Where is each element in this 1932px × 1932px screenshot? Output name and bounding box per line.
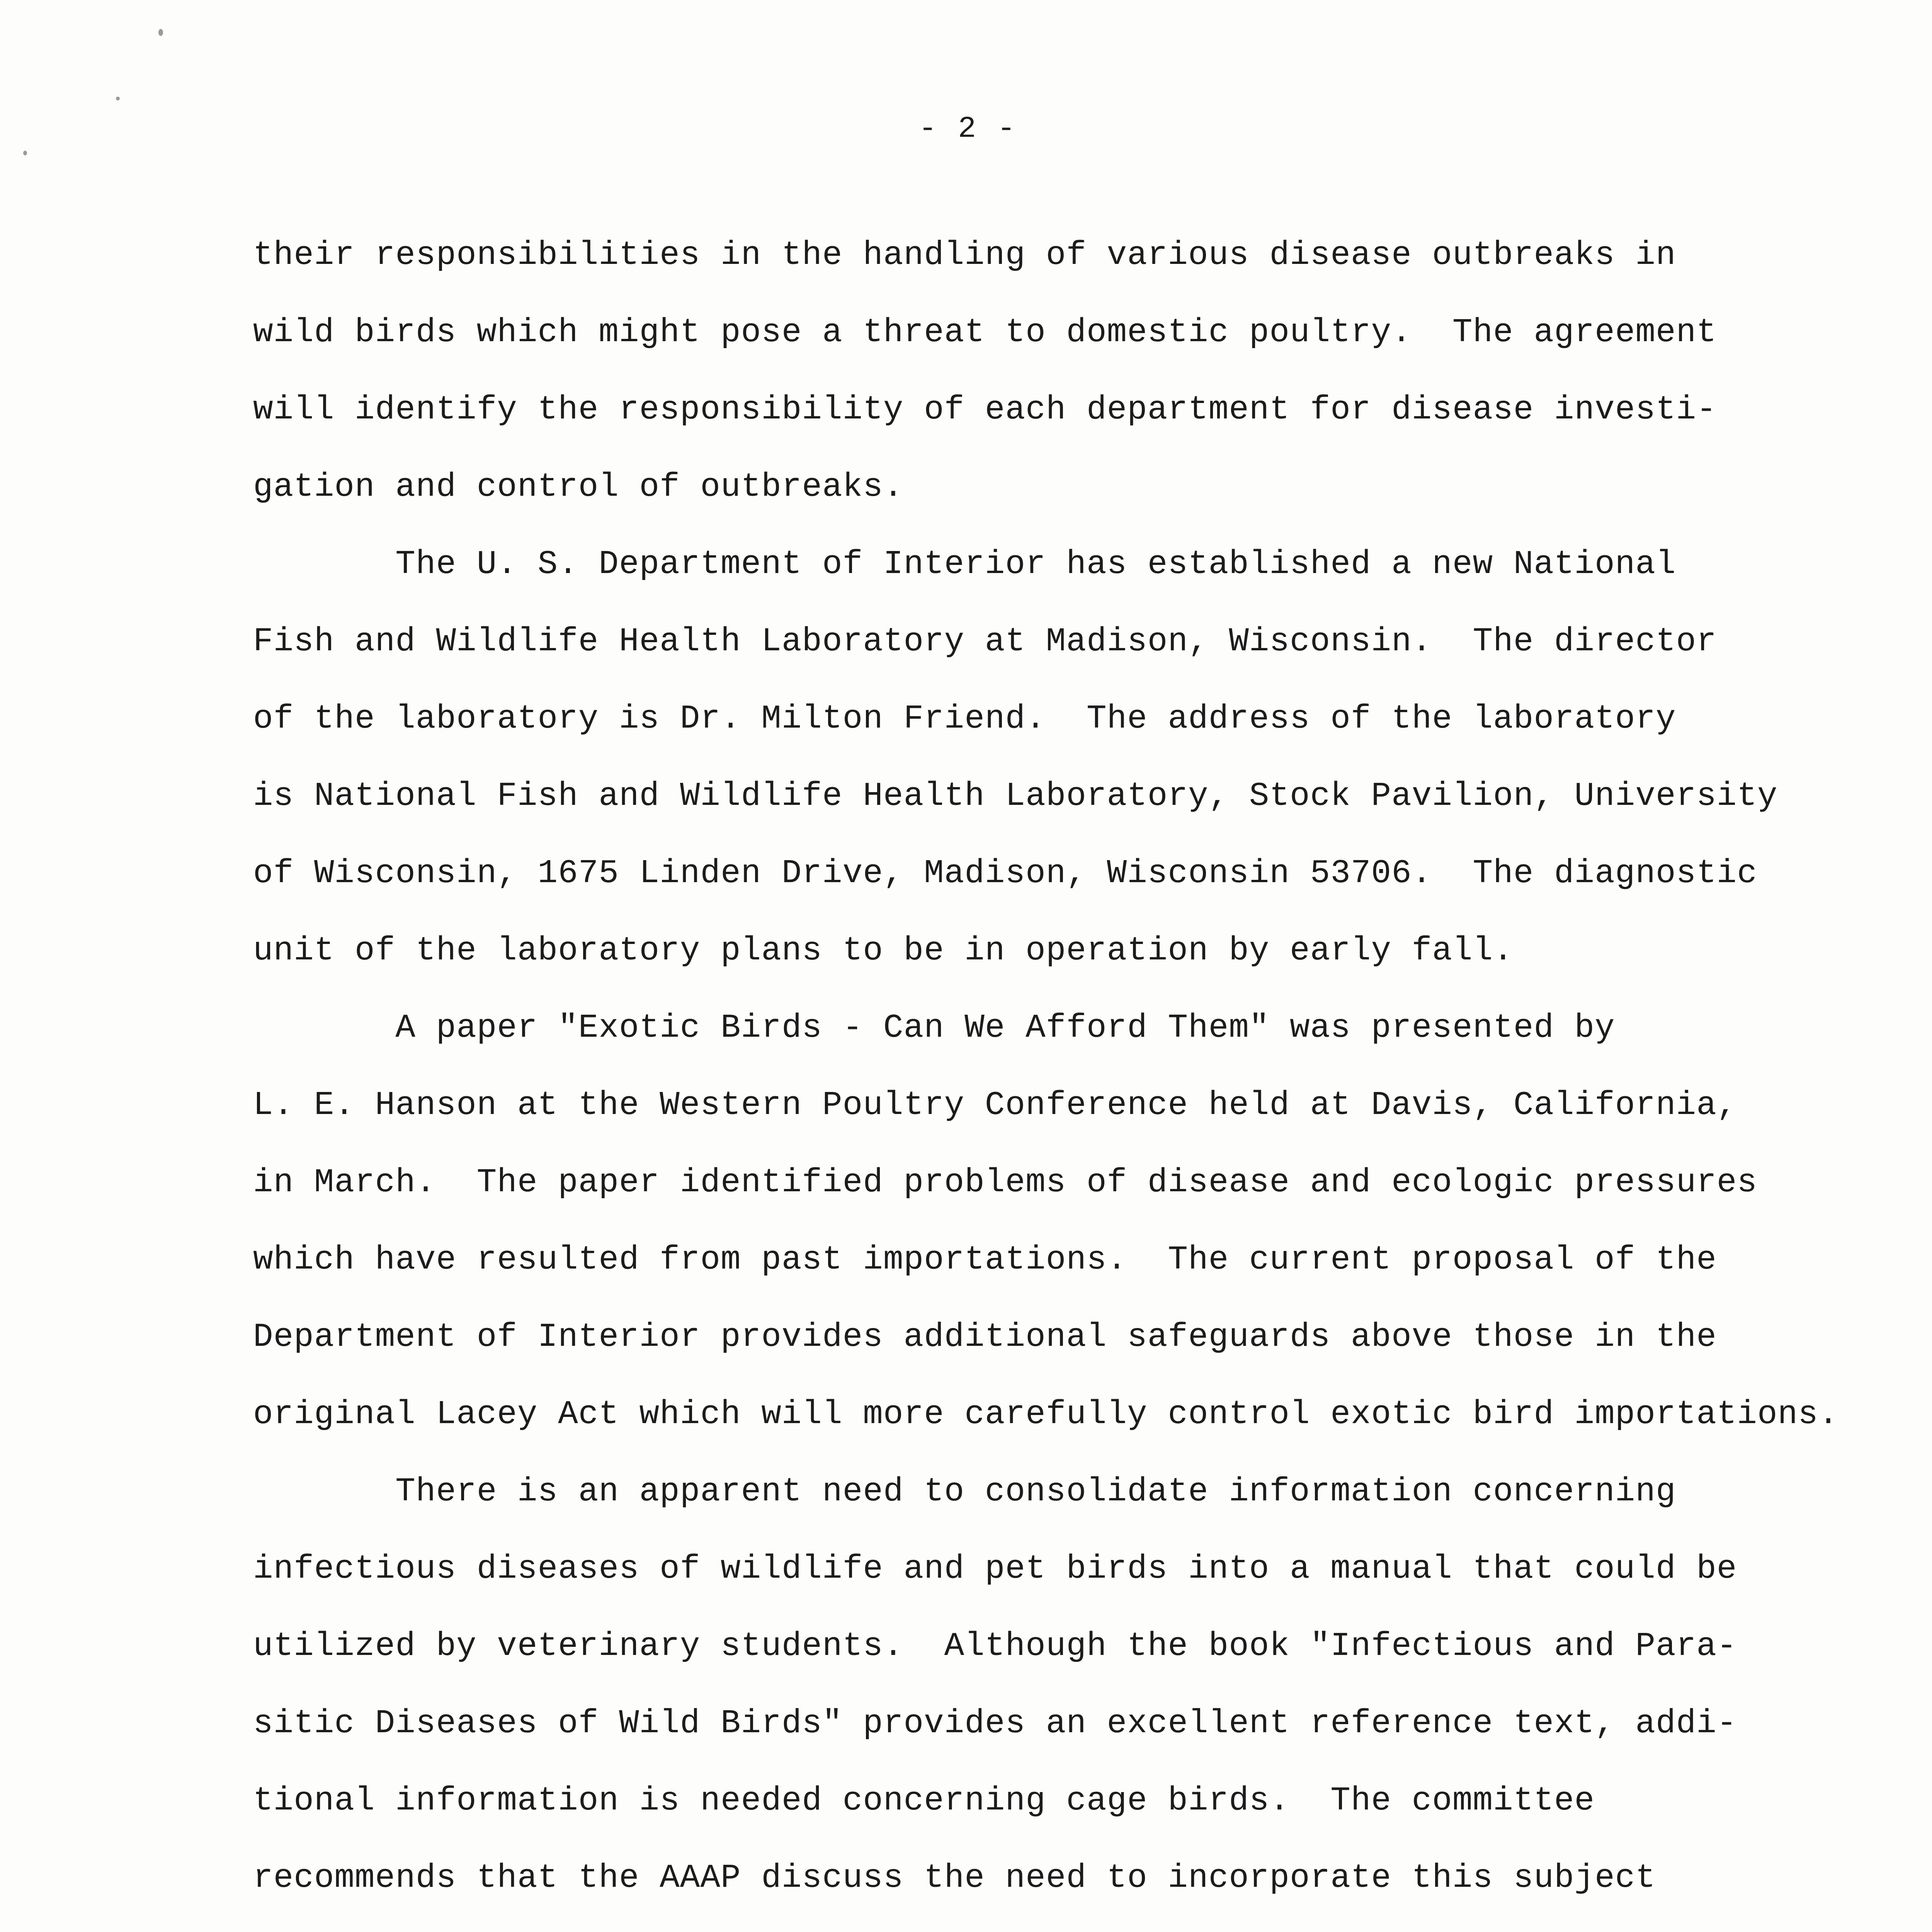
text-line: L. E. Hanson at the Western Poultry Conference held at Davis, California, <box>253 1086 1737 1124</box>
paper-speck <box>116 97 120 100</box>
text-line: sitic Diseases of Wild Birds" provides an excellent reference text, addi- <box>253 1704 1737 1742</box>
text-line: gation and control of outbreaks. <box>253 468 904 506</box>
text-line: will identify the responsibility of each department for disease investi- <box>253 391 1717 429</box>
text-line: wild birds which might pose a threat to domestic poultry. The agreement <box>253 313 1717 351</box>
text-line: unit of the laboratory plans to be in operation by early fall. <box>253 932 1514 969</box>
text-line: in March. The paper identified problems of disease and ecologic pressures <box>253 1163 1758 1201</box>
text-line: original Lacey Act which will more carefully control exotic bird importations. <box>253 1395 1839 1433</box>
text-line: of Wisconsin, 1675 Linden Drive, Madison, Wisconsin 53706. The diagnostic <box>253 854 1758 892</box>
text-line: A paper "Exotic Birds - Can We Afford Them" was presented by <box>253 1009 1615 1047</box>
text-line: Fish and Wildlife Health Laboratory at Madison, Wisconsin. The director <box>253 622 1717 660</box>
paragraph-4 <box>253 1453 1768 1932</box>
page-number: - 2 - <box>918 112 1017 146</box>
text-line: infectious diseases of wildlife and pet birds into a manual that could be <box>253 1550 1737 1588</box>
text-line: is National Fish and Wildlife Health Laboratory, Stock Pavilion, University <box>253 777 1778 815</box>
paragraph-2 <box>253 526 1778 989</box>
body-text <box>253 216 1839 1932</box>
text-line: which have resulted from past importations. The current proposal of the <box>253 1241 1717 1279</box>
text-line: There is an apparent need to consolidate information concerning <box>253 1473 1676 1510</box>
paragraph-1 <box>253 216 1768 526</box>
text-line: their responsibilities in the handling of various disease outbreaks in <box>253 236 1676 274</box>
text-line: Department of Interior provides additional safeguards above those in the <box>253 1318 1717 1356</box>
text-line: The U. S. Department of Interior has established a new National <box>253 545 1676 583</box>
text-line: tional information is needed concerning cage birds. The committee <box>253 1782 1595 1820</box>
text-line: of the laboratory is Dr. Milton Friend. The address of the laboratory <box>253 700 1676 738</box>
text-line: recommends that the AAAP discuss the need to incorporate this subject <box>253 1859 1656 1897</box>
text-line <box>253 1917 1768 1932</box>
paper-speck <box>23 151 27 155</box>
paragraph-3 <box>253 989 1839 1453</box>
text-line: utilized by veterinary students. Although the book "Infectious and Para- <box>253 1627 1737 1665</box>
paper-speck <box>158 29 163 36</box>
